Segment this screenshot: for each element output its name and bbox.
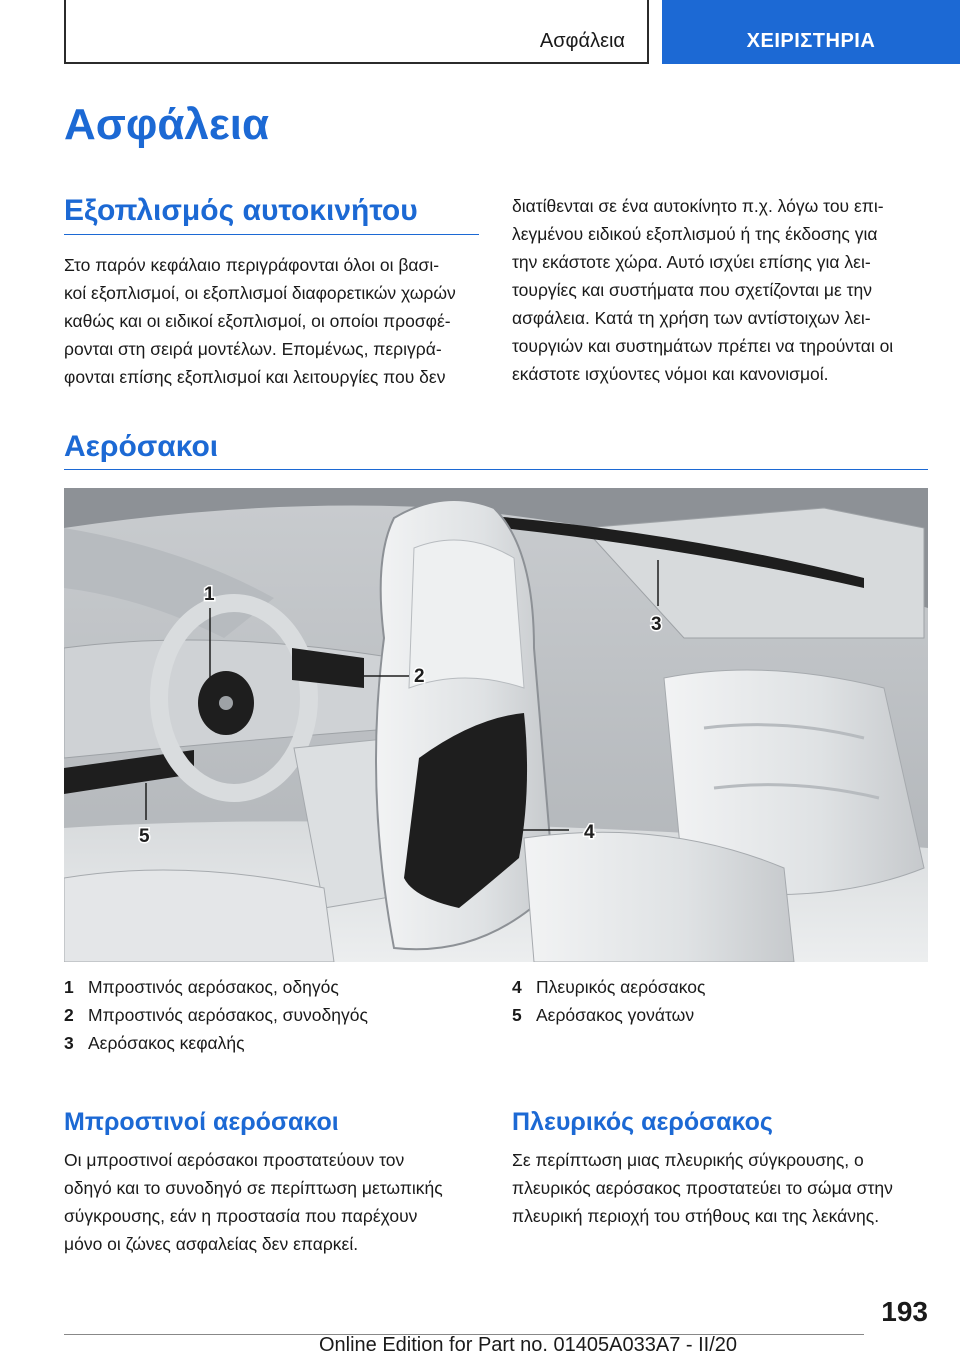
legend-text: Μπροστινός αερόσακος, συνοδηγός bbox=[88, 1005, 368, 1025]
callout-1: 1 bbox=[204, 584, 215, 605]
side-airbag-text bbox=[512, 1146, 932, 1230]
text-line: Οι μπροστινοί αερόσακοι προστατεύουν τον bbox=[64, 1150, 405, 1170]
manual-tab bbox=[662, 0, 960, 64]
text-line: καθώς και οι ειδικοί εξοπλισμοί, οι οποίοι προσφέ‐ bbox=[64, 311, 451, 331]
airbag-illustration bbox=[64, 488, 928, 962]
airbags-heading: Αερόσακοι bbox=[64, 430, 219, 463]
front-airbags-heading: Μπροστινοί αερόσακοι bbox=[64, 1108, 339, 1136]
text-line: μόνο οι ζώνες ασφαλείας δεν επαρκεί. bbox=[64, 1234, 359, 1254]
callout-2: 2 bbox=[414, 666, 425, 687]
text-line: ασφάλεια. Κατά τη χρήση των αντίστοιχων λει‐ bbox=[512, 308, 871, 328]
legend-text: Πλευρικός αερόσακος bbox=[536, 977, 706, 997]
legend-number: 1 bbox=[64, 977, 74, 997]
legend-item bbox=[64, 973, 484, 1001]
legend-number: 2 bbox=[64, 1005, 74, 1025]
text-line: Στο παρόν κεφάλαιο περιγράφονται όλοι οι βασι‐ bbox=[64, 255, 440, 275]
text-line: πλευρική περιοχή του στήθους και της λεκάνης. bbox=[512, 1206, 880, 1226]
front-airbags-text bbox=[64, 1146, 484, 1258]
text-line: εκάστοτε ισχύοντες νόμοι και κανονισμοί. bbox=[512, 364, 829, 384]
section-tab bbox=[64, 0, 649, 64]
section-rule bbox=[64, 234, 479, 235]
airbags-rule bbox=[64, 469, 928, 470]
legend-number: 5 bbox=[512, 1005, 522, 1025]
legend-number: 3 bbox=[64, 1033, 74, 1053]
page-number: 193 bbox=[881, 1296, 928, 1327]
car-interior-drawing bbox=[64, 488, 928, 962]
callout-4: 4 bbox=[584, 822, 595, 843]
side-airbag-heading: Πλευρικός αερόσακος bbox=[512, 1108, 773, 1136]
text-line: λεγμένου ειδικού εξοπλισμού ή της έκδοσης για bbox=[512, 224, 878, 244]
text-line: Σε περίπτωση μιας πλευρικής σύγκρουσης, ο bbox=[512, 1150, 864, 1170]
legend-item bbox=[64, 1029, 484, 1057]
legend-item bbox=[512, 973, 932, 1001]
footer-edition: Online Edition for Part no. 01405A033A7 - II/20 bbox=[318, 1334, 738, 1356]
legend-left bbox=[64, 973, 484, 1057]
legend-item bbox=[64, 1001, 484, 1029]
text-line: ρονται στη σειρά μοντέλων. Επομένως, περιγρά‐ bbox=[64, 339, 442, 359]
text-line: τουργίες και συστήματα που σχετίζονται με την bbox=[512, 280, 873, 300]
text-line: διατίθενται σε ένα αυτοκίνητο π.χ. λόγω του επι‐ bbox=[512, 196, 884, 216]
text-line: τουργιών και συστημάτων πρέπει να τηρούνται οι bbox=[512, 336, 894, 356]
text-line: την εκάστοτε χώρα. Αυτό ισχύει επίσης για λει‐ bbox=[512, 252, 871, 272]
text-line: οδηγό και το συνοδηγό σε περίπτωση μετωπικής bbox=[64, 1178, 443, 1198]
section-tab-label: Ασφάλεια bbox=[539, 30, 625, 52]
vehicle-equipment-left-text bbox=[64, 251, 484, 391]
legend-text: Μπροστινός αερόσακος, οδηγός bbox=[88, 977, 339, 997]
page-title: Ασφάλεια bbox=[64, 100, 270, 149]
callout-3: 3 bbox=[651, 614, 662, 635]
callout-5: 5 bbox=[139, 826, 150, 847]
legend-number: 4 bbox=[512, 977, 522, 997]
text-line: σύγκρουσης, εάν η προστασία που παρέχουν bbox=[64, 1206, 418, 1226]
legend-text: Αερόσακος γονάτων bbox=[536, 1005, 695, 1025]
manual-tab-label: ΧΕΙΡΙΣΤΗΡΙΑ bbox=[746, 30, 876, 52]
vehicle-equipment-heading: Εξοπλισμός αυτοκινήτου bbox=[64, 194, 418, 227]
text-line: κοί εξοπλισμοί, οι εξοπλισμοί διαφορετικών χωρών bbox=[64, 283, 456, 303]
text-line: πλευρικός αερόσακος προστατεύει το σώμα στην bbox=[512, 1178, 893, 1198]
legend-text: Αερόσακος κεφαλής bbox=[88, 1033, 245, 1053]
vehicle-equipment-right-text bbox=[512, 192, 932, 388]
legend-right bbox=[512, 973, 932, 1029]
text-line: φονται επίσης εξοπλισμοί και λειτουργίες που δεν bbox=[64, 367, 446, 387]
legend-item bbox=[512, 1001, 932, 1029]
